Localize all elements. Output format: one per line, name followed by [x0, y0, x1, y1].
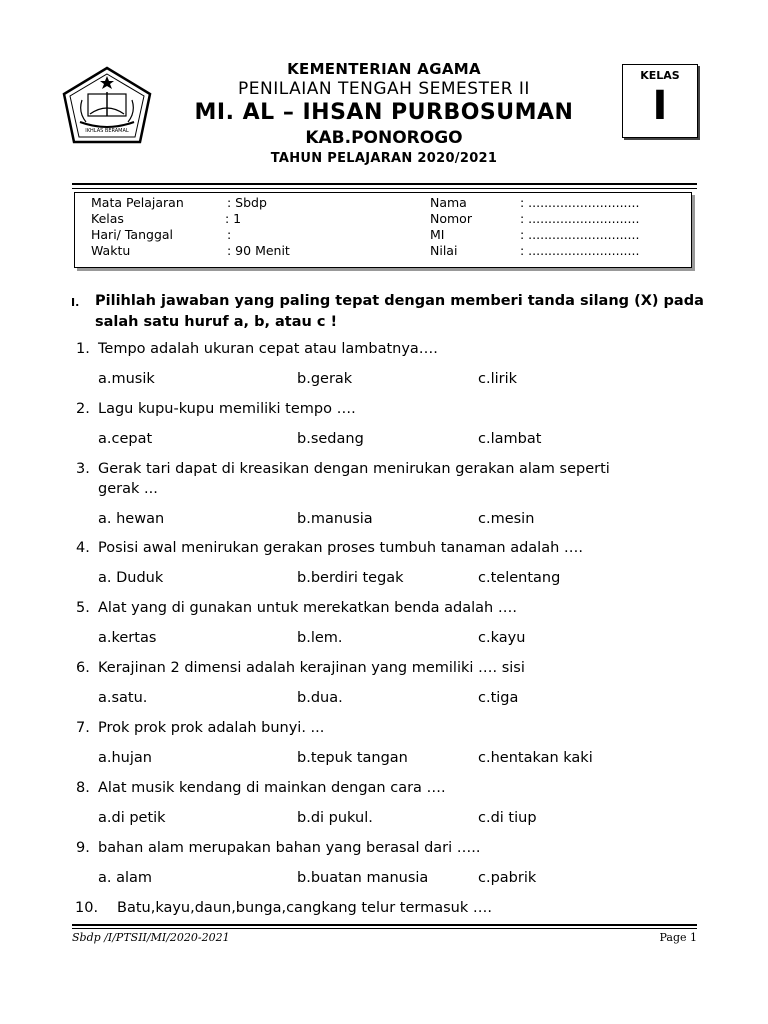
question-text: Alat musik kendang di mainkan dengan cara …. [98, 780, 446, 796]
page-number: Page 1 [659, 931, 697, 944]
school-name: MI. AL – IHSAN PURBOSUMAN [194, 100, 574, 125]
option-c[interactable]: c.mesin [478, 511, 535, 527]
question-text: Lagu kupu-kupu memiliki tempo …. [98, 401, 356, 417]
exam-title: PENILAIAN TENGAH SEMESTER II [238, 79, 530, 99]
option-a[interactable]: a. alam [98, 870, 153, 886]
score-field[interactable]: : ............................ [520, 243, 640, 258]
question-number: 6. [76, 660, 90, 676]
question-text: Tempo adalah ukuran cepat atau lambatnya…. [98, 341, 438, 357]
question-number: 3. [76, 461, 90, 477]
option-c[interactable]: c.hentakan kaki [478, 750, 593, 766]
info-label: Kelas [91, 211, 124, 226]
question-number: 10. [75, 900, 99, 916]
class-box-label: KELAS [640, 69, 680, 82]
option-b[interactable]: b.manusia [297, 511, 373, 527]
option-c[interactable]: c.tiga [478, 690, 519, 706]
question-text-continued: gerak ... [98, 481, 158, 497]
option-a[interactable]: a.di petik [98, 810, 166, 826]
option-b[interactable]: b.berdiri tegak [297, 570, 404, 586]
question-number: 1. [76, 341, 90, 357]
option-b[interactable]: b.sedang [297, 431, 364, 447]
question-text: Gerak tari dapat di kreasikan dengan menirukan gerakan alam seperti [98, 461, 610, 477]
instruction-text: Pilihlah jawaban yang paling tepat dengan memberi tanda silang (X) pada salah satu huruf a, b, atau c ! [95, 293, 704, 330]
question-text: Kerajinan 2 dimensi adalah kerajinan yang memiliki …. sisi [98, 660, 525, 676]
option-c[interactable]: c.pabrik [478, 870, 537, 886]
document-code: Sbdp /I/PTSII/MI/2020-2021 [72, 931, 230, 944]
option-a[interactable]: a. Duduk [98, 570, 164, 586]
info-label: Nilai [430, 243, 458, 258]
class-box-value: I [652, 83, 668, 129]
question-number: 9. [76, 840, 90, 856]
class-box [622, 64, 698, 138]
option-c[interactable]: c.lirik [478, 371, 518, 387]
option-c[interactable]: c.kayu [478, 630, 526, 646]
option-a[interactable]: a.satu. [98, 690, 148, 706]
question-text: Posisi awal menirukan gerakan proses tumbuh tanaman adalah …. [98, 540, 583, 556]
option-a[interactable]: a.hujan [98, 750, 152, 766]
option-b[interactable]: b.tepuk tangan [297, 750, 408, 766]
regency-name: KAB.PONOROGO [305, 128, 463, 148]
header-divider-thin [72, 188, 697, 189]
option-a[interactable]: a.kertas [98, 630, 157, 646]
option-b[interactable]: b.di pukul. [297, 810, 373, 826]
option-b[interactable]: b.lem. [297, 630, 343, 646]
question-number: 4. [76, 540, 90, 556]
info-label: Mata Pelajaran [91, 195, 184, 210]
option-a[interactable]: a.cepat [98, 431, 153, 447]
school-field[interactable]: : ............................ [520, 227, 640, 242]
question-text: Batu,kayu,daun,bunga,cangkang telur termasuk …. [117, 900, 492, 916]
question-text: Alat yang di gunakan untuk merekatkan benda adalah …. [98, 600, 517, 616]
question-text: bahan alam merupakan bahan yang berasal dari ….. [98, 840, 481, 856]
option-c[interactable]: c.telentang [478, 570, 561, 586]
info-label: MI [430, 227, 445, 242]
info-value: : 90 Menit [227, 243, 290, 258]
option-b[interactable]: b.dua. [297, 690, 343, 706]
option-b[interactable]: b.gerak [297, 371, 353, 387]
option-a[interactable]: a.musik [98, 371, 155, 387]
logo-text: IKHLAS BERAMAL [85, 128, 129, 134]
question-number: 2. [76, 401, 90, 417]
academic-year: TAHUN PELAJARAN 2020/2021 [270, 151, 498, 166]
info-value: : Sbdp [227, 195, 267, 210]
number-field[interactable]: : ............................ [520, 211, 640, 226]
footer-divider-thin [72, 928, 697, 929]
student-info-box [74, 192, 692, 268]
info-label: Nomor [430, 211, 472, 226]
header-divider [72, 183, 697, 185]
footer-divider [72, 924, 697, 926]
info-label: Hari/ Tanggal [91, 227, 174, 242]
info-value: : [227, 227, 232, 242]
question-text: Prok prok prok adalah bunyi. ... [98, 720, 325, 736]
ministry-title: KEMENTERIAN AGAMA [287, 60, 481, 78]
question-number: 7. [76, 720, 90, 736]
option-c[interactable]: c.lambat [478, 431, 542, 447]
question-number: 5. [76, 600, 90, 616]
option-b[interactable]: b.buatan manusia [297, 870, 429, 886]
info-label: Nama [430, 195, 467, 210]
name-field[interactable]: : ............................ [520, 195, 640, 210]
info-label: Waktu [91, 243, 131, 258]
option-a[interactable]: a. hewan [98, 511, 165, 527]
option-c[interactable]: c.di tiup [478, 810, 537, 826]
info-value: : 1 [225, 211, 242, 226]
section-number: I. [71, 296, 80, 309]
question-number: 8. [76, 780, 90, 796]
